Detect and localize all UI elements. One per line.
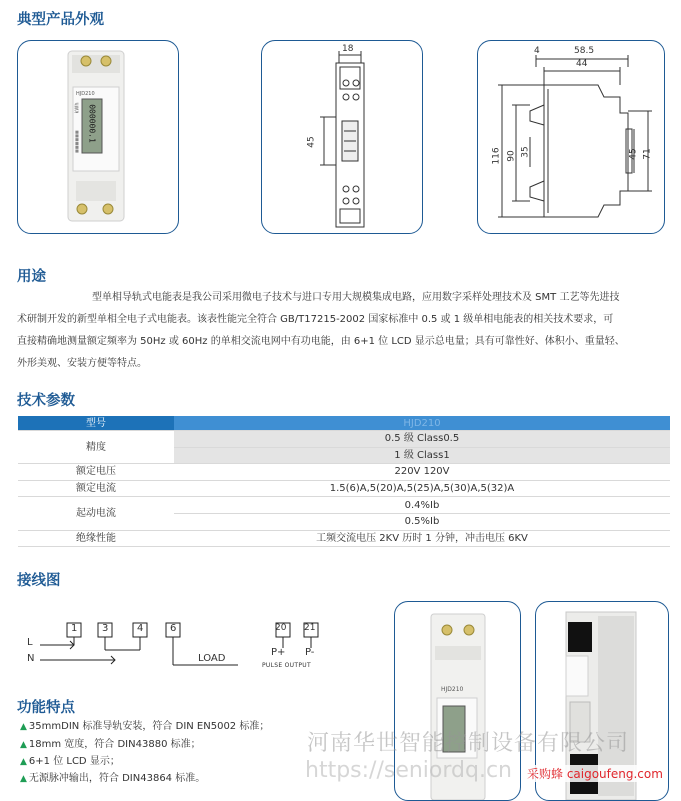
triangle-bullet-icon: ▲ (20, 740, 27, 750)
spec-value: 工频交流电压 2KV 历时 1 分钟，冲击电压 6KV (174, 530, 670, 547)
pulse-p-plus: P+ (271, 647, 286, 658)
pulse-terminal-20: 20 (275, 623, 287, 633)
photo-model-label: HJD210 (441, 686, 464, 693)
spec-table (18, 416, 670, 547)
section-title-specs: 技术参数 (17, 393, 75, 409)
usage-line-4: 外形美观、安装方便等特点。 (17, 358, 147, 369)
section-title-appearance: 典型产品外观 (17, 12, 104, 28)
dim-front-window: 45 (306, 136, 317, 148)
spec-label-start-current: 起动电流 (18, 497, 174, 530)
spec-header-value: HJD210 (174, 416, 670, 431)
line-label-L: L (27, 637, 33, 648)
meter-lcd-value: 000000.1 (87, 104, 97, 143)
product-photo-side-card (535, 601, 669, 801)
pulse-terminal-21: 21 (304, 623, 316, 633)
product-photo-front-card (394, 601, 521, 801)
dim-side-58-5: 58.5 (574, 46, 595, 56)
spec-header-label: 型号 (18, 416, 174, 431)
spec-row-current (18, 480, 670, 497)
spec-row-accuracy (18, 431, 670, 448)
spec-value: 0.5 级 Class0.5 (174, 431, 670, 448)
spec-row-start-current (18, 497, 670, 514)
feature-item-3: ▲ 6+1 位 LCD 显示； (20, 756, 120, 767)
line-label-N: N (27, 653, 35, 664)
pulse-p-minus: P- (305, 647, 315, 658)
section-title-wiring: 接线图 (17, 573, 61, 589)
dim-side-45: 45 (628, 148, 639, 160)
product-photo-card (17, 40, 179, 234)
meter-model-label: HJD210 (76, 91, 95, 97)
triangle-bullet-icon: ▲ (20, 722, 27, 732)
spec-value: 0.4%Ib (174, 497, 670, 514)
feature-item-4: ▲ 无源脉冲输出，符合 DIN43864 标准。 (20, 773, 206, 784)
watermark-company: 河南华世智能控制设备有限公司 (307, 731, 630, 756)
meter-photo-side (536, 602, 668, 800)
spec-label-insulation: 绝缘性能 (18, 530, 174, 547)
spec-header-row (18, 416, 670, 431)
spec-label-accuracy: 精度 (18, 431, 174, 464)
terminal-6: 6 (170, 623, 177, 634)
meter-front-illustration (18, 41, 178, 233)
usage-line-3: 直接精确地测量额定频率为 50Hz 或 60Hz 的单相交流电网中有功电能，由 6+1 位 LCD 显示总电量；具有可靠性好、体积小、重量轻、 (17, 336, 625, 347)
terminal-1: 1 (71, 623, 78, 634)
spec-value: 220V 120V (174, 464, 670, 481)
section-title-usage: 用途 (17, 269, 46, 285)
dim-side-4: 4 (534, 46, 540, 56)
load-label: LOAD (198, 653, 226, 664)
spec-row-insulation (18, 530, 670, 547)
usage-line-1: 型单相导轨式电能表是我公司采用微电子技术与进口专用大规模集成电路，应用数字采样处理技术及 SMT 工艺等先进技 (92, 292, 620, 303)
triangle-bullet-icon: ▲ (20, 757, 27, 767)
front-dimension-drawing (262, 41, 422, 233)
dim-side-90: 90 (506, 150, 517, 162)
section-title-features: 功能特点 (17, 700, 75, 716)
dim-side-35: 35 (520, 146, 531, 158)
dim-side-116: 116 (491, 147, 502, 165)
triangle-bullet-icon: ▲ (20, 774, 27, 784)
side-dimension-card (477, 40, 665, 234)
svg-text:■■■■■■: ■■■■■■ (74, 130, 79, 153)
spec-row-voltage (18, 464, 670, 481)
spec-label-voltage: 额定电压 (18, 464, 174, 481)
watermark-site: 采购蜂 caigoufeng.com (527, 767, 663, 781)
dim-front-width: 18 (342, 44, 354, 54)
wiring-diagram (20, 618, 340, 678)
terminal-3: 3 (102, 623, 109, 634)
spec-value: 1.5(6)A,5(20)A,5(25)A,5(30)A,5(32)A (174, 480, 670, 497)
spec-value: 1 级 Class1 (174, 447, 670, 464)
side-dimension-drawing (478, 41, 664, 233)
usage-line-2: 术研制开发的新型单相全电子式电能表。该表性能完全符合 GB/T17215-2002 国家标准中 0.5 或 1 级单相电能表的相关技术要求，可 (17, 314, 614, 325)
dim-side-71: 71 (642, 148, 653, 160)
feature-item-2: ▲ 18mm 宽度，符合 DIN43880 标准； (20, 739, 201, 750)
meter-unit-label: kWh (74, 102, 81, 114)
feature-item-1: ▲ 35mmDIN 标准导轨安装，符合 DIN EN5002 标准； (20, 721, 270, 732)
terminal-4: 4 (137, 623, 144, 634)
meter-photo-front (395, 602, 520, 800)
spec-value: 0.5%Ib (174, 513, 670, 530)
spec-label-current: 额定电流 (18, 480, 174, 497)
watermark-url: https://seniordq.cn (305, 758, 512, 783)
pulse-output-label: PULSE OUTPUT (262, 662, 311, 669)
front-dimension-card (261, 40, 423, 234)
dim-side-44: 44 (576, 59, 588, 69)
